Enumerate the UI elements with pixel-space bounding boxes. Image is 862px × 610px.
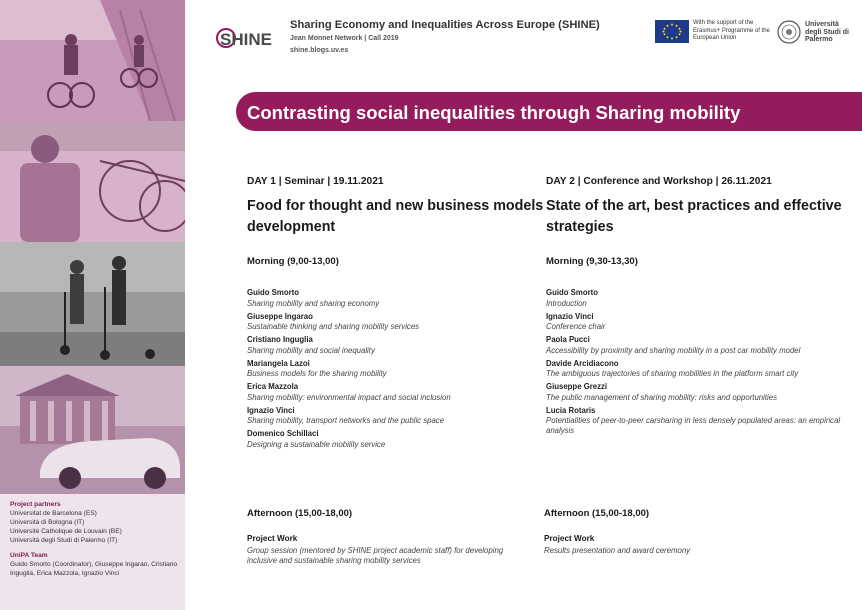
day1-talk-list xyxy=(247,288,547,450)
talk-topic: Potentialities of peer-to-peer carsharing in less densely populated areas: an empirical analysis xyxy=(546,416,841,435)
photo-cyclists xyxy=(0,0,185,121)
day1-title: Food for thought and new business models development xyxy=(247,198,544,235)
speaker-name: Giuseppe Ingarao xyxy=(247,311,313,321)
day1-column xyxy=(247,176,547,453)
talk-topic: Sharing mobility and social inequality xyxy=(247,345,375,355)
day2-column xyxy=(546,176,846,439)
day2-morning: Morning (9,30-13,30) xyxy=(546,256,638,267)
talk-item xyxy=(247,288,547,309)
talk-topic: Conference chair xyxy=(546,322,606,331)
header-title: Sharing Economy and Inequalities Across Europe (SHINE) xyxy=(290,19,600,31)
talk-topic: Sharing mobility: environmental impact and social inclusion xyxy=(247,392,451,402)
talk-item xyxy=(247,335,547,356)
university-name: Università degli Studi di Palermo xyxy=(805,21,849,43)
speaker-name: Paola Pucci xyxy=(546,335,590,344)
speaker-name: Mariangela Lazoi xyxy=(247,358,310,368)
talk-item xyxy=(546,359,846,380)
day1-date-line: DAY 1 | Seminar | 19.11.2021 xyxy=(247,176,384,187)
partner-item: Università di Bologna (IT) xyxy=(10,519,85,526)
shine-logo xyxy=(216,20,276,56)
speaker-name: Ignazio Vinci xyxy=(247,405,295,415)
talk-item xyxy=(546,382,846,403)
photo-car-sharing xyxy=(0,366,185,494)
day2-project-work: Project Work xyxy=(544,534,595,543)
header-url[interactable]: shine.blogs.uv.es xyxy=(290,47,349,54)
talk-topic: The public management of sharing mobility: risks and opportunities xyxy=(546,392,777,402)
day2-title: State of the art, best practices and effective strategies xyxy=(546,198,842,235)
speaker-name: Davide Arcidiacono xyxy=(546,358,619,368)
eu-support-text: With the support of the Erasmus+ Programme of the European Union xyxy=(693,20,770,41)
talk-item xyxy=(247,312,547,333)
speaker-name: Guido Smorto xyxy=(546,288,598,297)
day1-afternoon: Afternoon (15,00-18,00) xyxy=(247,508,353,519)
speaker-name: Lucia Rotaris xyxy=(546,405,596,415)
day2-talk-list xyxy=(546,288,846,436)
speaker-name: Cristiano Inguglia xyxy=(247,335,313,344)
header-subtitle: Jean Monnet Network | Call 2019 xyxy=(290,35,399,42)
banner-title: Contrasting social inequalities through Sharing mobility xyxy=(247,102,741,123)
speaker-name: Giuseppe Grezzi xyxy=(546,382,608,391)
day2-date-line: DAY 2 | Conference and Workshop | 26.11.2021 xyxy=(546,176,772,187)
partner-item: Universitat de Barcelona (ES) xyxy=(10,510,97,517)
talk-topic: Sharing mobility and sharing economy xyxy=(247,298,380,308)
talk-topic: Introduction xyxy=(546,298,587,308)
day1-project-work: Project Work xyxy=(247,534,298,543)
speaker-name: Erica Mazzola xyxy=(247,382,299,391)
talk-topic: The ambiguous trajectories of sharing mobilities in the platform smart city xyxy=(546,369,799,378)
talk-topic: Designing a sustainable mobility service xyxy=(247,439,386,449)
shine-logo-text: SHINE xyxy=(220,30,272,49)
partner-item: Université Catholique de Louvain (BE) xyxy=(10,528,122,535)
partners-heading: Project partners xyxy=(10,501,61,508)
photo-bike-sharing xyxy=(0,121,185,242)
day1-project-work-desc: Group session (mentored by SHINE project academic staff) for developing inclusive and sustainable sharing mobility services xyxy=(247,546,504,565)
talk-topic: Accessibility by proximity and sharing mobility in a post car mobility model xyxy=(546,345,801,355)
talk-item xyxy=(546,335,846,356)
talk-item xyxy=(247,406,547,427)
speaker-name: Ignazio Vinci xyxy=(546,311,594,321)
partner-item: Università degli Studi di Palermo (IT) xyxy=(10,537,118,544)
partners-panel xyxy=(10,500,182,578)
photo-scooters xyxy=(0,242,185,366)
left-photo-column xyxy=(0,0,185,610)
talk-topic: Business models for the sharing mobility xyxy=(247,369,387,378)
talk-item xyxy=(247,382,547,403)
talk-item xyxy=(546,288,846,309)
team-members: Guido Smorto (Coordinator), Giuseppe Ingarao, Cristiano Inguglia, Erica Mazzola, Ignazio Vinci xyxy=(10,561,178,577)
university-seal-icon xyxy=(777,20,801,44)
talk-item xyxy=(546,312,846,333)
team-heading: UniPA Team xyxy=(10,552,48,559)
talk-topic: Sharing mobility, transport networks and the public space xyxy=(247,416,445,425)
day2-project-work-desc: Results presentation and award ceremony xyxy=(544,546,691,555)
day1-morning: Morning (9,00-13,00) xyxy=(247,256,339,267)
talk-item xyxy=(247,359,547,380)
speaker-name: Guido Smorto xyxy=(247,288,299,297)
day2-afternoon: Afternoon (15,00-18,00) xyxy=(544,508,650,519)
talk-topic: Sustainable thinking and sharing mobility services xyxy=(247,322,420,331)
talk-item xyxy=(546,406,846,437)
talk-item xyxy=(247,429,547,450)
eu-flag-icon xyxy=(655,20,689,43)
speaker-name: Domenico Schillaci xyxy=(247,429,319,438)
